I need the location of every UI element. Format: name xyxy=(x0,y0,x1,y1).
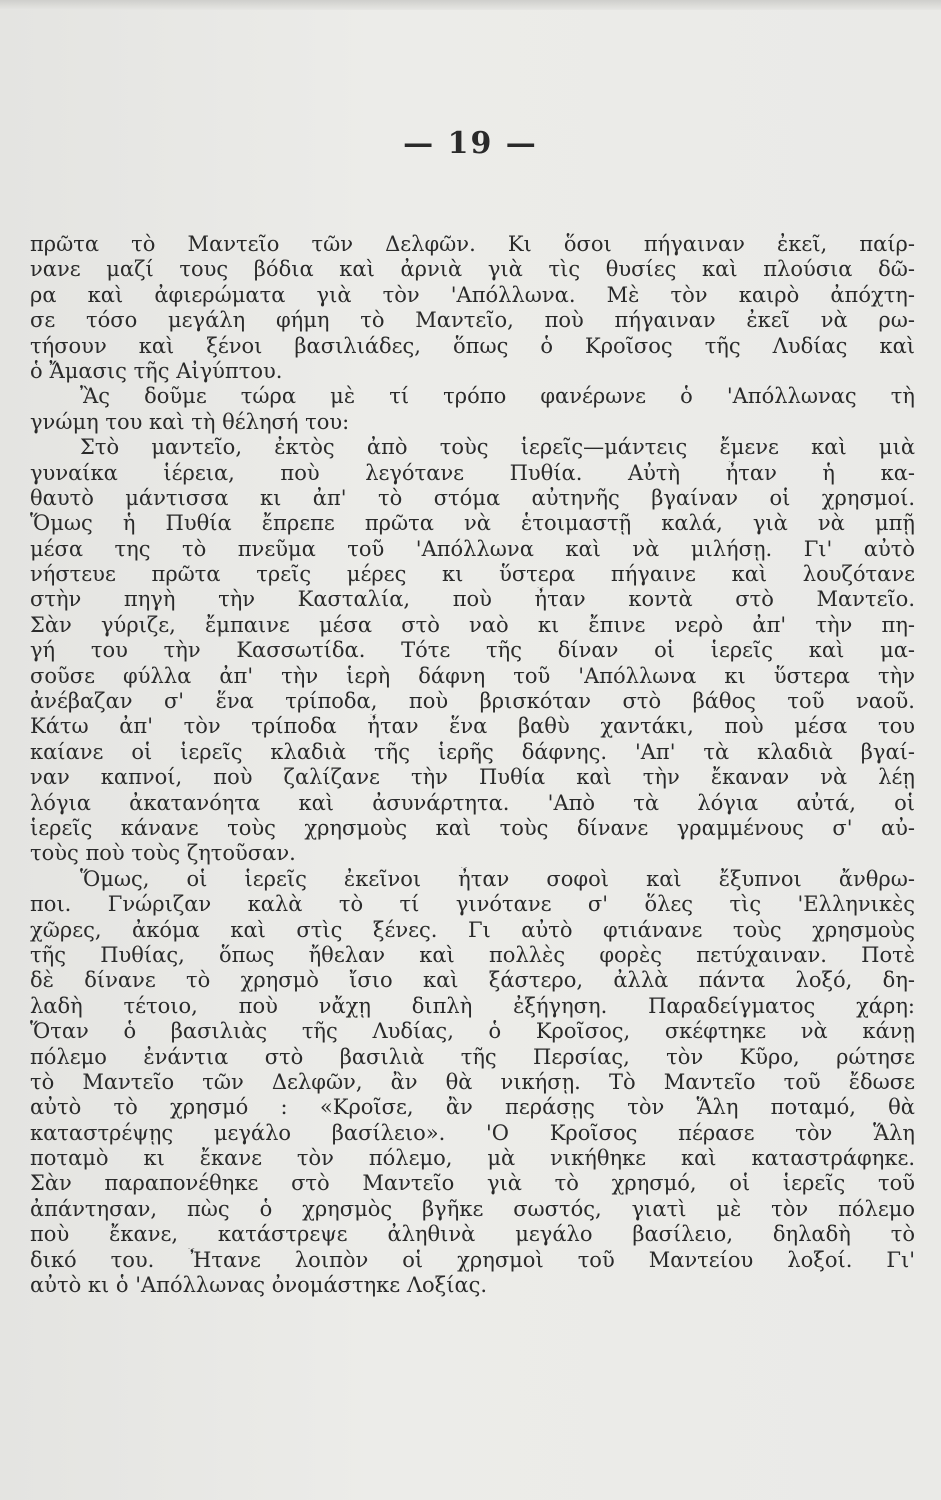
text-line: ναν καπνοί, ποὺ ζαλίζανε τὴν Πυθία καὶ τὴν ἔκαναν νὰ λέῃ xyxy=(30,765,915,790)
text-line: νανε μαζί τους βόδια καὶ ἀρνιὰ γιὰ τὶς θυσίες καὶ πλούσια δῶ- xyxy=(30,257,915,282)
text-line: λόγια ἀκατανόητα καὶ ἀσυνάρτητα. 'Απὸ τὰ λόγια αὐτά, οἱ xyxy=(30,790,915,815)
text-line: αὐτὸ τὸ χρησμό : «Κροῖσε, ἂν περάσῃς τὸν Ἅλη ποταμό, θὰ xyxy=(30,1095,915,1120)
text-line: ποι. Γνώριζαν καλὰ τὸ τί γινότανε σ' ὅλες τὶς 'Ελληνικὲς xyxy=(30,892,915,917)
text-line: νήστευε πρῶτα τρεῖς μέρες κι ὕστερα πήγαινε καὶ λουζότανε xyxy=(30,562,915,587)
text-line: πόλεμο ἐνάντια στὸ βασιλιὰ τῆς Περσίας, τὸν Κῦρο, ρώτησε xyxy=(30,1044,915,1069)
text-line: λαδὴ τέτοιο, ποὺ νἄχῃ διπλὴ ἐξήγηση. Παραδείγματος χάρη: xyxy=(30,993,915,1018)
text-line: ποταμὸ κι ἔκανε τὸν πόλεμο, μὰ νικήθηκε καὶ καταστράφηκε. xyxy=(30,1146,915,1171)
text-line: Ἂς δοῦμε τώρα μὲ τί τρόπο φανέρωνε ὁ 'Απόλλωνας τὴ xyxy=(80,384,915,409)
text-line: Στὸ μαντεῖο, ἐκτὸς ἀπὸ τοὺς ἱερεῖς—μάντεις ἔμενε καὶ μιὰ xyxy=(80,435,915,460)
text-line: ρα καὶ ἀφιερώματα γιὰ τὸν 'Απόλλωνα. Μὲ τὸν καιρὸ ἀπόχτη- xyxy=(30,282,915,307)
text-line: Σὰν παραπονέθηκε στὸ Μαντεῖο γιὰ τὸ χρησμό, οἱ ἱερεῖς τοῦ xyxy=(30,1171,915,1196)
text-line: δικό του. Ἦτανε λοιπὸν οἱ χρησμοὶ τοῦ Μαντείου λοξοί. Γι' xyxy=(30,1247,915,1272)
text-line: χῶρες, ἀκόμα καὶ στὶς ξένες. Γι αὐτὸ φτιάνανε τοὺς χρησμοὺς xyxy=(30,917,915,942)
text-line: γυναίκα ἱέρεια, ποὺ λεγότανε Πυθία. Αὐτὴ ἦταν ἡ κα- xyxy=(30,460,915,485)
text-line: θαυτὸ μάντισσα κι ἀπ' τὸ στόμα αὐτηνῆς βγαίναν οἱ χρησμοί. xyxy=(30,485,915,510)
text-line: σοῦσε φύλλα ἀπ' τὴν ἱερὴ δάφνη τοῦ 'Απόλλωνα κι ὕστερα τὴν xyxy=(30,663,915,688)
text-line: τῆς Πυθίας, ὅπως ἤθελαν καὶ πολλὲς φορὲς πετύχαιναν. Ποτὲ xyxy=(30,942,915,967)
text-line: στὴν πηγὴ τὴν Κασταλία, ποὺ ἦταν κοντὰ στὸ Μαντεῖο. xyxy=(30,587,915,612)
text-line: Ὅταν ὁ βασιλιὰς τῆς Λυδίας, ὁ Κροῖσος, σκέφτηκε νὰ κάνῃ xyxy=(30,1019,915,1044)
text-line: τήσουν καὶ ξένοι βασιλιάδες, ὅπως ὁ Κροῖσος τῆς Λυδίας καὶ xyxy=(30,333,915,358)
text-line: Σὰν γύριζε, ἔμπαινε μέσα στὸ ναὸ κι ἔπινε νερὸ ἀπ' τὴν πη- xyxy=(30,612,915,637)
text-line: καταστρέψῃς μεγάλο βασίλειο». 'Ο Κροῖσος πέρασε τὸν Ἅλη xyxy=(30,1120,915,1145)
text-line: αὐτὸ κι ὁ 'Απόλλωνας ὀνομάστηκε Λοξίας. xyxy=(30,1273,488,1298)
text-line: γή του τὴν Κασσωτίδα. Τότε τῆς δίναν οἱ ἱερεῖς καὶ μα- xyxy=(30,638,915,663)
text-line: ἱερεῖς κάνανε τοὺς χρησμοὺς καὶ τοὺς δίνανε γραμμένους σ' αὐ- xyxy=(30,815,915,840)
text-line: ὁ Ἄμασις τῆς Αἰγύπτου. xyxy=(30,358,283,383)
text-line: μέσα της τὸ πνεῦμα τοῦ 'Απόλλωνα καὶ νὰ μιλήσῃ. Γι' αὐτὸ xyxy=(30,536,915,561)
text-line: δὲ δίνανε τὸ χρησμὸ ἴσιο καὶ ξάστερο, ἀλλὰ πάντα λοξό, δη- xyxy=(30,968,915,993)
page-number: — 19 — xyxy=(403,126,538,161)
text-line: ποὺ ἔκανε, κατάστρεψε ἀληθινὰ μεγάλο βασίλειο, δηλαδὴ τὸ xyxy=(30,1222,915,1247)
text-line: σε τόσο μεγάλη φήμη τὸ Μαντεῖο, ποὺ πήγαιναν ἐκεῖ νὰ ρω- xyxy=(30,308,915,333)
text-line: Ὅμως, οἱ ἱερεῖς ἐκεῖνοι ἦταν σοφοὶ καὶ ἔξυπνοι ἄνθρω- xyxy=(80,866,915,891)
text-line: ἀνέβαζαν σ' ἕνα τρίποδα, ποὺ βρισκόταν στὸ βάθος τοῦ ναοῦ. xyxy=(30,689,915,714)
text-line: ἀπάντησαν, πὼς ὁ χρησμὸς βγῆκε σωστός, γιατὶ μὲ τὸν πόλεμο xyxy=(30,1196,915,1221)
text-line: τοὺς ποὺ τοὺς ζητοῦσαν. xyxy=(30,841,296,866)
text-line: πρῶτα τὸ Μαντεῖο τῶν Δελφῶν. Κι ὅσοι πήγαιναν ἐκεῖ, παίρ- xyxy=(30,232,915,256)
text-line: Ὅμως ἡ Πυθία ἔπρεπε πρῶτα νὰ ἑτοιμαστῇ καλά, γιὰ νὰ μπῇ xyxy=(30,511,915,536)
body-text xyxy=(30,232,915,1298)
text-line: καίανε οἱ ἱερεῖς κλαδιὰ τῆς ἱερῆς δάφνης. 'Απ' τὰ κλαδιὰ βγαί- xyxy=(30,739,915,764)
text-line: γνώμη του καὶ τὴ θέλησή του: xyxy=(30,409,350,434)
text-line: τὸ Μαντεῖο τῶν Δελφῶν, ἂν θὰ νικήσῃ. Τὸ Μαντεῖο τοῦ ἔδωσε xyxy=(30,1069,915,1094)
page-top-edge xyxy=(0,0,941,10)
text-line: Κάτω ἀπ' τὸν τρίποδα ἦταν ἕνα βαθὺ χαντάκι, ποὺ μέσα του xyxy=(30,714,915,739)
